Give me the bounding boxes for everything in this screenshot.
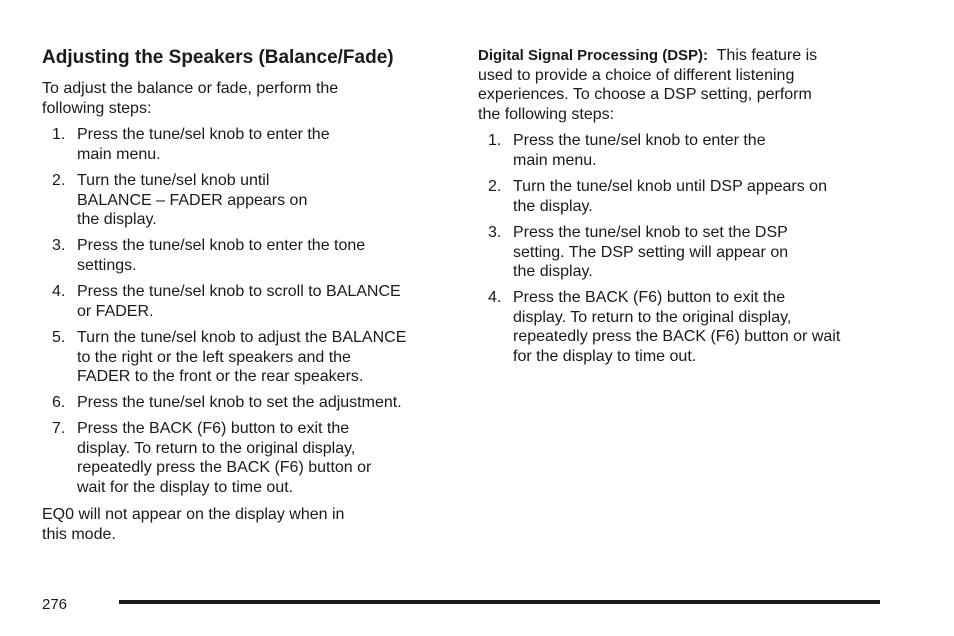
step-number: 2. bbox=[52, 172, 66, 189]
step-line: Press the BACK (F6) button to exit the bbox=[513, 289, 786, 306]
list-item bbox=[478, 288, 898, 366]
list-item bbox=[42, 328, 462, 387]
step-number: 3. bbox=[52, 237, 66, 254]
list-item bbox=[42, 282, 462, 321]
list-item bbox=[478, 223, 898, 282]
step-line: Press the tune/sel knob to set the adjustment. bbox=[77, 394, 402, 411]
step-number: 4. bbox=[52, 283, 66, 300]
list-item bbox=[42, 171, 462, 230]
step-line: Press the tune/sel knob to set the DSP bbox=[513, 224, 788, 241]
intro-line: following steps: bbox=[42, 99, 152, 117]
step-line: setting. The DSP setting will appear on bbox=[513, 243, 789, 261]
list-item bbox=[42, 125, 462, 164]
step-number: 1. bbox=[52, 126, 66, 143]
step-number: 5. bbox=[52, 329, 66, 346]
intro-line: used to provide a choice of different listening bbox=[478, 66, 795, 84]
step-line: main menu. bbox=[77, 145, 161, 163]
step-line: Press the tune/sel knob to scroll to BALANCE bbox=[77, 283, 401, 300]
step-line: or FADER. bbox=[77, 302, 154, 320]
section-heading: Adjusting the Speakers (Balance/Fade) bbox=[42, 47, 394, 68]
step-line: Turn the tune/sel knob until bbox=[77, 172, 270, 189]
list-item bbox=[478, 131, 898, 170]
step-number: 3. bbox=[488, 224, 502, 241]
closing-paragraph bbox=[42, 505, 344, 544]
intro-line: To adjust the balance or fade, perform the bbox=[42, 80, 339, 97]
intro-paragraph bbox=[42, 79, 338, 118]
step-line: BALANCE – FADER appears on bbox=[77, 191, 308, 209]
step-line: Press the BACK (F6) button to exit the bbox=[77, 420, 350, 437]
step-line: for the display to time out. bbox=[513, 347, 697, 365]
step-line: Press the tune/sel knob to enter the bbox=[513, 132, 766, 149]
step-number: 1. bbox=[488, 132, 502, 149]
dsp-intro-paragraph bbox=[478, 46, 888, 124]
step-number: 2. bbox=[488, 178, 502, 195]
step-number: 6. bbox=[52, 394, 66, 411]
step-line: Press the tune/sel knob to enter the bbox=[77, 126, 330, 143]
step-line: FADER to the front or the rear speakers. bbox=[77, 368, 364, 385]
list-item bbox=[42, 419, 462, 497]
step-line: to the right or the left speakers and the bbox=[77, 348, 351, 366]
step-line: display. To return to the original display, bbox=[513, 308, 792, 326]
step-line: the display. bbox=[513, 197, 593, 215]
step-line: main menu. bbox=[513, 151, 597, 169]
step-line: Turn the tune/sel knob until DSP appears on bbox=[513, 178, 827, 195]
step-line: display. To return to the original display, bbox=[77, 439, 356, 457]
list-item bbox=[478, 177, 898, 216]
list-item bbox=[42, 236, 462, 275]
dsp-label: Digital Signal Processing (DSP): bbox=[478, 47, 709, 64]
list-item bbox=[42, 393, 462, 413]
dsp-intro-rest: This feature is bbox=[708, 47, 818, 64]
step-line: the display. bbox=[513, 263, 593, 280]
dsp-intro-first-line bbox=[478, 46, 888, 66]
page-number: 276 bbox=[42, 596, 68, 613]
step-line: Press the tune/sel knob to enter the tone bbox=[77, 237, 366, 254]
step-line: repeatedly press the BACK (F6) button or bbox=[77, 459, 372, 476]
step-number: 7. bbox=[52, 420, 66, 437]
intro-line: the following steps: bbox=[478, 105, 615, 123]
intro-line: experiences. To choose a DSP setting, perform bbox=[478, 86, 812, 103]
footer-rule bbox=[119, 600, 880, 604]
step-line: settings. bbox=[77, 256, 137, 274]
closing-line: EQ0 will not appear on the display when in bbox=[42, 506, 345, 523]
step-line: repeatedly press the BACK (F6) button or wait bbox=[513, 328, 841, 345]
step-number: 4. bbox=[488, 289, 502, 306]
step-line: Turn the tune/sel knob to adjust the BALANCE bbox=[77, 329, 407, 346]
step-line: wait for the display to time out. bbox=[77, 478, 294, 496]
closing-line: this mode. bbox=[42, 525, 116, 543]
step-line: the display. bbox=[77, 211, 157, 228]
